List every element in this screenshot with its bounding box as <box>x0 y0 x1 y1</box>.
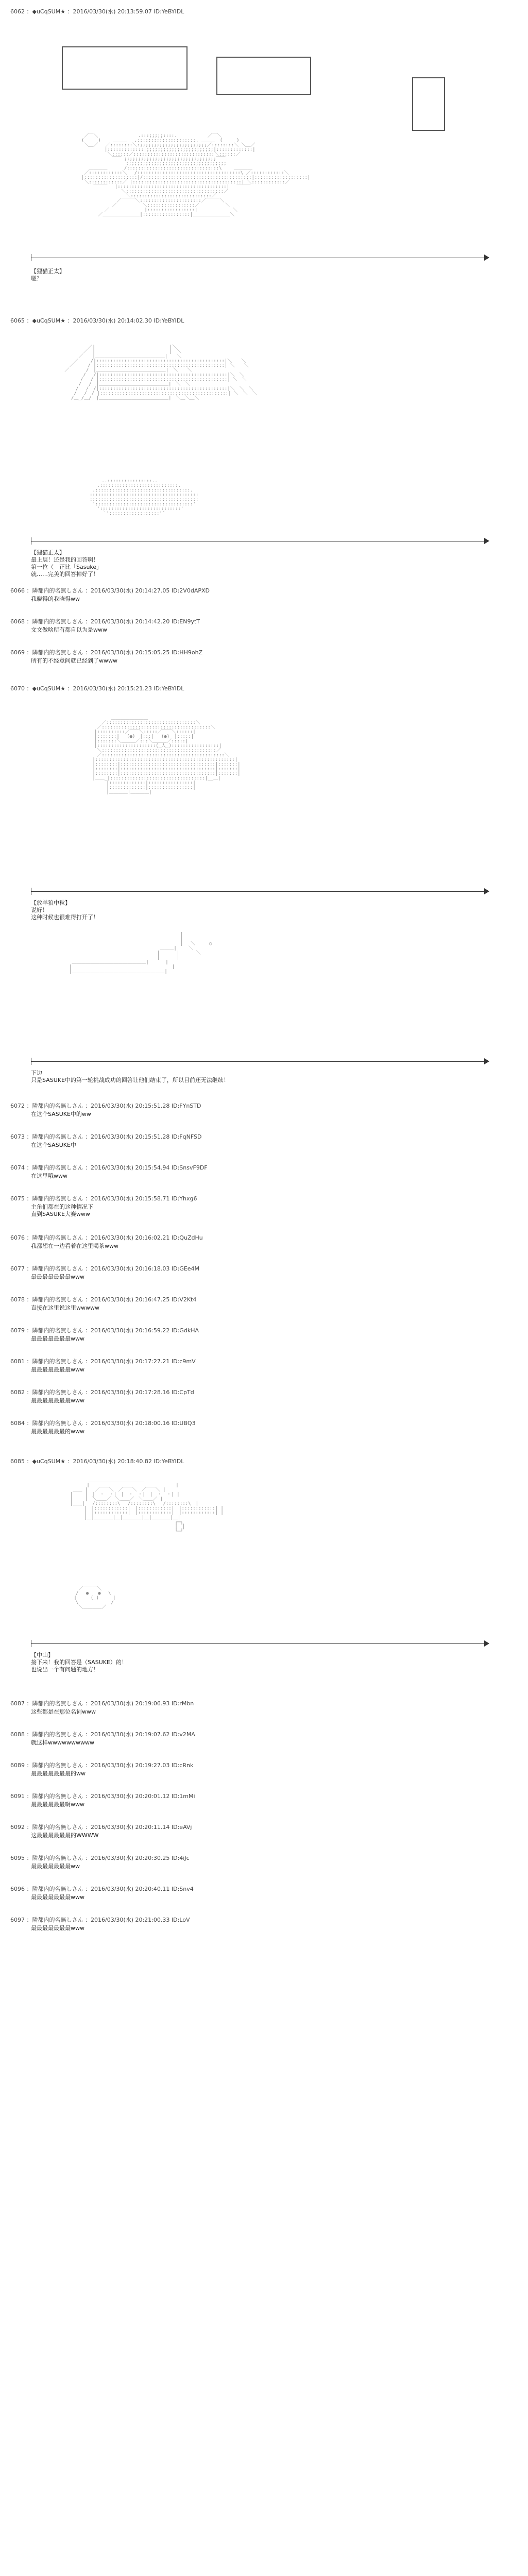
aa-crowd-art: ＿＿＿＿＿＿＿＿＿＿＿＿ | | ＿＿ | ／￣￣＼ ／￣￣＼ ／￣￣＼ | | | | ・ ・| | ・ ・| | ・ ・| | | | ＼＿＿／ ＼＿＿／ ＼＿＿／ | |＿＿| /::::::::\ /::::::::\ /::::::::\ | | |::::::::::::| |::::::::::::| |::::::::::::| | | |::::::::::::| |::::::::::::| |::::::::::::| | |＿|＿＿＿＿|＿|＿＿＿＿|＿|＿＿＿＿|＿| ┌─┐ │ │ └─┘ <box>70 1478 224 1534</box>
post-header: 6091 ：隣都内的名無しさん ：2016/03/30(水) 20:20:01.12 ID:1mMi <box>10 1793 195 1800</box>
post-line: 【狸猫正太】 <box>31 549 65 556</box>
post-header: 6076 ：隣都内的名無しさん ：2016/03/30(水) 20:16:02.21 ID:QuZdHu <box>10 1234 203 1241</box>
post-header: 6068 ：隣都内的名無しさん ：2016/03/30(水) 20:14:42.20 ID:EN9ytT <box>10 618 200 625</box>
aa-stairs-art: ／| |＼ ／ | | ＼ ／ |＿＿＿＿＿＿＿＿＿＿＿＿＿＿＿| ＼ ／ /|::::::::::::::::::::::::::::::::::::::::::::::|＼ ＼ ／ / |::::::::::::::::::::::::::::::::::::::::::::::| ＼ ＼ ／ / |＿＿＿＿＿＿＿＿＿＿＿＿＿＿＿| ＼ ＼ / /|::::::::::::::::::::::::::::::::::::::::::::::|＼ ＼ / / |::::::::::::::::::::::::::::::::::::::::::::::| ＼ ＼ / / |＿＿＿＿＿＿＿＿＿＿＿＿＿＿＿| ＼ ＼ / / /|::::::::::::::::::::::::::::::::::::::::::::::|＼ ＼ ＼ / / / |::::::::::::::::::::::::::::::::::::::::::::::| ＼ ＼ ＼ /＿_/＿/ |＿＿＿＿＿＿＿＿＿＿＿＿＿＿＿| ＼＿＼＿＼ <box>64 345 258 401</box>
post-line: 只是SASUKE中的第一轮挑战成功的回答让他们结束了，所以目前还无法继续！ <box>31 1077 229 1083</box>
divider-arrow <box>484 1640 489 1647</box>
post-header: 6078 ：隣都内的名無しさん ：2016/03/30(水) 20:16:47.25 ID:V2Kt4 <box>10 1296 197 1303</box>
post-line: 最最最最最最啊www <box>31 1801 84 1808</box>
post-line: 最最最最最最最ww <box>31 1863 80 1870</box>
post-line: 最最最最最最最www <box>31 1397 84 1404</box>
post-line: 【中山】 <box>31 1652 54 1658</box>
post-line: 这种时候也很难得打开了！ <box>31 914 99 921</box>
aa-character-art: ..::::::::::::::::.. .::::::::::::::::::::::::::::. .::::::::::::::::::::::::::::::::::. ::::::::::::::::::::::::::::::::::::::: ::::::::::::::::::::::::::::::::::::::: ':::::::::::::::::::::::::::::::::::' ':::::::::::::::::::::::::::::' ｀'::::::::::::::::::'´ <box>90 479 199 516</box>
post-line: 最最最最最最最www <box>31 1894 84 1901</box>
post-header: 6095 ：隣都内的名無しさん ：2016/03/30(水) 20:20:30.25 ID:4iJc <box>10 1855 190 1861</box>
post-header: 6072 ：隣都内的名無しさん ：2016/03/30(水) 20:15:51.28 ID:FYnSTD <box>10 1103 201 1109</box>
post-header: 6085 ：◆uCqSUM★ ：2016/03/30(水) 20:18:40.82 ID:YeBYIDL <box>10 1458 184 1465</box>
post-line: 说好！ <box>31 907 48 913</box>
aa-course-art: | | | ＼ ○ ＿＿＿| ＼ | | ＼ | | ＿＿＿＿＿＿＿＿＿＿＿＿＿＿＿＿| | | | |＿＿＿＿＿＿＿＿＿＿＿＿＿＿＿＿＿＿＿＿| <box>69 932 212 974</box>
post-line: 我都想在一边看着在这里喝茶www <box>31 1243 118 1249</box>
post-header: 6075 ：隣都内的名無しさん ：2016/03/30(水) 20:15:58.71 ID:Yhxg6 <box>10 1195 197 1202</box>
post-line: 文文做啥所有都自以为是www <box>31 626 107 633</box>
post-header: 6062 ：◆uCqSUM★ ：2016/03/30(水) 20:13:59.07 ID:YeBYIDL <box>10 8 184 15</box>
divider-arrow <box>484 888 489 894</box>
post-line: 就……完美的回答掉好了！ <box>31 571 99 578</box>
post-line: 最上层！还是我的回答啊！ <box>31 556 99 563</box>
post-line: 这些都是在那位名词www <box>31 1708 96 1715</box>
post-header: 6097 ：隣都内的名無しさん ：2016/03/30(水) 20:21:00.33 ID:LoV <box>10 1917 190 1923</box>
post-line: 下边 <box>31 1070 42 1076</box>
post-line: 最最最最最最最www <box>31 1274 84 1280</box>
post-header: 6089 ：隣都内的名無しさん ：2016/03/30(水) 20:19:27.03 ID:cRnk <box>10 1762 194 1769</box>
divider-arrow <box>484 538 489 544</box>
post-line: 在这里哦www <box>31 1173 67 1179</box>
divider-arrow <box>484 255 489 261</box>
post-header: 6066 ：隣都内的名無しさん ：2016/03/30(水) 20:14:27.05 ID:2V0dAPXD <box>10 587 210 594</box>
post-line: 【放羊狼中秋】 <box>31 900 71 906</box>
post-line: 最最最最最最最的ww <box>31 1770 86 1777</box>
post-header: 6087 ：隣都内的名無しさん ：2016/03/30(水) 20:19:06.93 ID:rMbn <box>10 1700 194 1707</box>
aa-letter-block <box>412 77 445 131</box>
aa-ghost-art: ／￣￣￣＼ / ● ● \ | (_) | \ / ＼＿＿＿＿／ <box>74 1586 116 1610</box>
post-header: 6079 ：隣都内的名無しさん ：2016/03/30(水) 20:16:59.22 ID:GdkHA <box>10 1327 199 1334</box>
post-header: 6096 ：隣都内的名無しさん ：2016/03/30(水) 20:20:40.11 ID:Snv4 <box>10 1886 194 1892</box>
post-header: 6081 ：隣都内的名無しさん ：2016/03/30(水) 20:17:27.21 ID:c9mV <box>10 1358 196 1365</box>
post-header: 6065 ：◆uCqSUM★ ：2016/03/30(水) 20:14:02.30 ID:YeBYIDL <box>10 317 184 324</box>
divider-rule <box>31 1061 484 1062</box>
post-line: 直到SASUKE大赛www <box>31 1211 90 1217</box>
post-line: 【狸猫正太】 <box>31 268 65 275</box>
post-line: 最最最最最最最www <box>31 1366 84 1373</box>
post-line: 在这个SASUKE中 <box>31 1142 76 1148</box>
divider-rule <box>31 1643 484 1644</box>
post-header: 6092 ：隣都内的名無しさん ：2016/03/30(水) 20:20:11.14 ID:eAVj <box>10 1824 192 1831</box>
aa-letter-block <box>216 57 311 95</box>
post-line: 嗯？ <box>31 275 42 282</box>
post-header: 6074 ：隣都内的名無しさん ：2016/03/30(水) 20:15:54.94 ID:SnsvF9DF <box>10 1164 208 1171</box>
post-line: 第一位（ 正比「Sasuke」 <box>31 564 103 570</box>
aa-figure-art: ＿＿＿＿＿＿＿＿ ／::::::::::::::::::::::::::::::::＼ ／:::::::::::::::::::::::::::::::::::::::＼ |::::::::::／￣￣＼:::::／￣￣＼::::::| |:::::::| (●) |:::| (●) |:::::| |:::::::＼＿＿＿／:::＼＿＿＿／:::::| |:::::::::::::::::::::(_人_):::::::::::::::::| ＼:::::::::::::::::::::::::::::::::::::::::／ ／::::::::::::::::::::::::::::::::::::::::::::＼ |::::::::::::::::::::::::::::::::::::::::::::::::::| |::::::::|::::::::::::::::::::::::::::::::::|:::::::| |::::::::|::::::::::::::::::::::::::::::::::|:::::::| |::::::::|::::::::::::::::::::::::::::::::::|:::::::| |＿＿_|::::::::::::::::::::::::::::::::::|__＿| |:::::::::::::|::::::::::::::::| |:::::::::::::|::::::::::::::::| |＿＿＿＿|＿＿＿＿| <box>92 716 241 795</box>
post-line: 接下来！我的回答是（SASUKE）的！ <box>31 1659 127 1666</box>
aa-scene-art: ／￣＼ .:::;;;;;::::. ／￣＼ ( ) ＿＿＿ .:::;;;;;;;;;;;;;;::::. ＿＿＿ ( ) ＼＿／ ／::::::::＼:;;;;;;;;;;;;;;;;;;;;;;;;／::::::::＼ ＼＿／ |:::::::::::::|;;;;;;;;;;;;;;;;;;;;;;;;|:::::::::::::| ＼::::::／;;;;;;;;;;;;;;;;;;;;;;;;;;;;;＼::::::／ ￣￣ ;;;;;;;;;;;;;;;;;;;;;;;;;;;;;;;;;￣￣ ;;;;;;;;;;;;;;;;;;;;;;;;;;;;;;;;;;;; ＿＿＿＿ /:::::::::::::::::::::::::::::::::\ ＿＿＿＿ ／::::::::::::＼ /:::::::::::::::::::::::::::::::::::::\ ／::::::::::::＼ |:::::::::::::::::::|/:::::::::::::::::::::::::::::::::::::::|:::::::::::::::::::| ＼::::::::::::／ |:::::::::::::::::::::::::::::::::::::::| ＼::::::::::::／ ￣￣￣ |:::::::::::::::::::::::::::::::::::::::| ￣￣￣ ＼:::::::::::::::::::::::::::::::::::／ ＼:::::::::::::::::::::::::::::／ ／￣￣￣＼::::::::::::::::::::::／￣￣￣＼ ／ ＼:::::::::::::::::／ ＼ ／ |:::::::::::::::::| ＼ ／＿＿＿＿＿＿＿＿|:::::::::::::::::|＿＿＿＿＿＿＿＿＼ <box>81 133 311 217</box>
post-line: 最最最最最最的www <box>31 1428 84 1435</box>
post-line: 直接在这里说这里wwwww <box>31 1304 99 1311</box>
post-line: 最最最最最最最www <box>31 1925 84 1931</box>
post-header: 6088 ：隣都内的名無しさん ：2016/03/30(水) 20:19:07.62 ID:v2MA <box>10 1731 195 1738</box>
post-line: 我晓得的我晓得ww <box>31 596 80 602</box>
post-header: 6069 ：隣都内的名無しさん ：2016/03/30(水) 20:15:05.25 ID:HH9ohZ <box>10 649 203 656</box>
post-header: 6073 ：隣都内的名無しさん ：2016/03/30(水) 20:15:51.28 ID:FqNFSD <box>10 1133 202 1140</box>
post-line: 所有的不经意间就已经到了wwww <box>31 657 117 664</box>
divider-rule <box>31 891 484 892</box>
post-header: 6082 ：隣都内的名無しさん ：2016/03/30(水) 20:17:28.16 ID:CpTd <box>10 1389 194 1396</box>
post-header: 6077 ：隣都内的名無しさん ：2016/03/30(水) 20:16:18.03 ID:GEe4M <box>10 1265 200 1272</box>
post-line: 在这个SASUKE中的ww <box>31 1111 91 1117</box>
post-header: 6084 ：隣都内的名無しさん ：2016/03/30(水) 20:18:00.16 ID:UBQ3 <box>10 1420 196 1427</box>
post-line: 也说出一个有问题的地方！ <box>31 1666 99 1673</box>
post-line: 最最最最最最最www <box>31 1335 84 1342</box>
post-line: 就这样wwwwwwwwww <box>31 1739 94 1746</box>
divider-arrow <box>484 1058 489 1064</box>
post-line: 主角们都在的这种情况下 <box>31 1204 93 1210</box>
post-line: 这最最最最最最的WWWW <box>31 1832 99 1839</box>
post-header: 6070 ：◆uCqSUM★ ：2016/03/30(水) 20:15:21.23 ID:YeBYIDL <box>10 685 184 692</box>
aa-letter-block <box>62 46 188 90</box>
